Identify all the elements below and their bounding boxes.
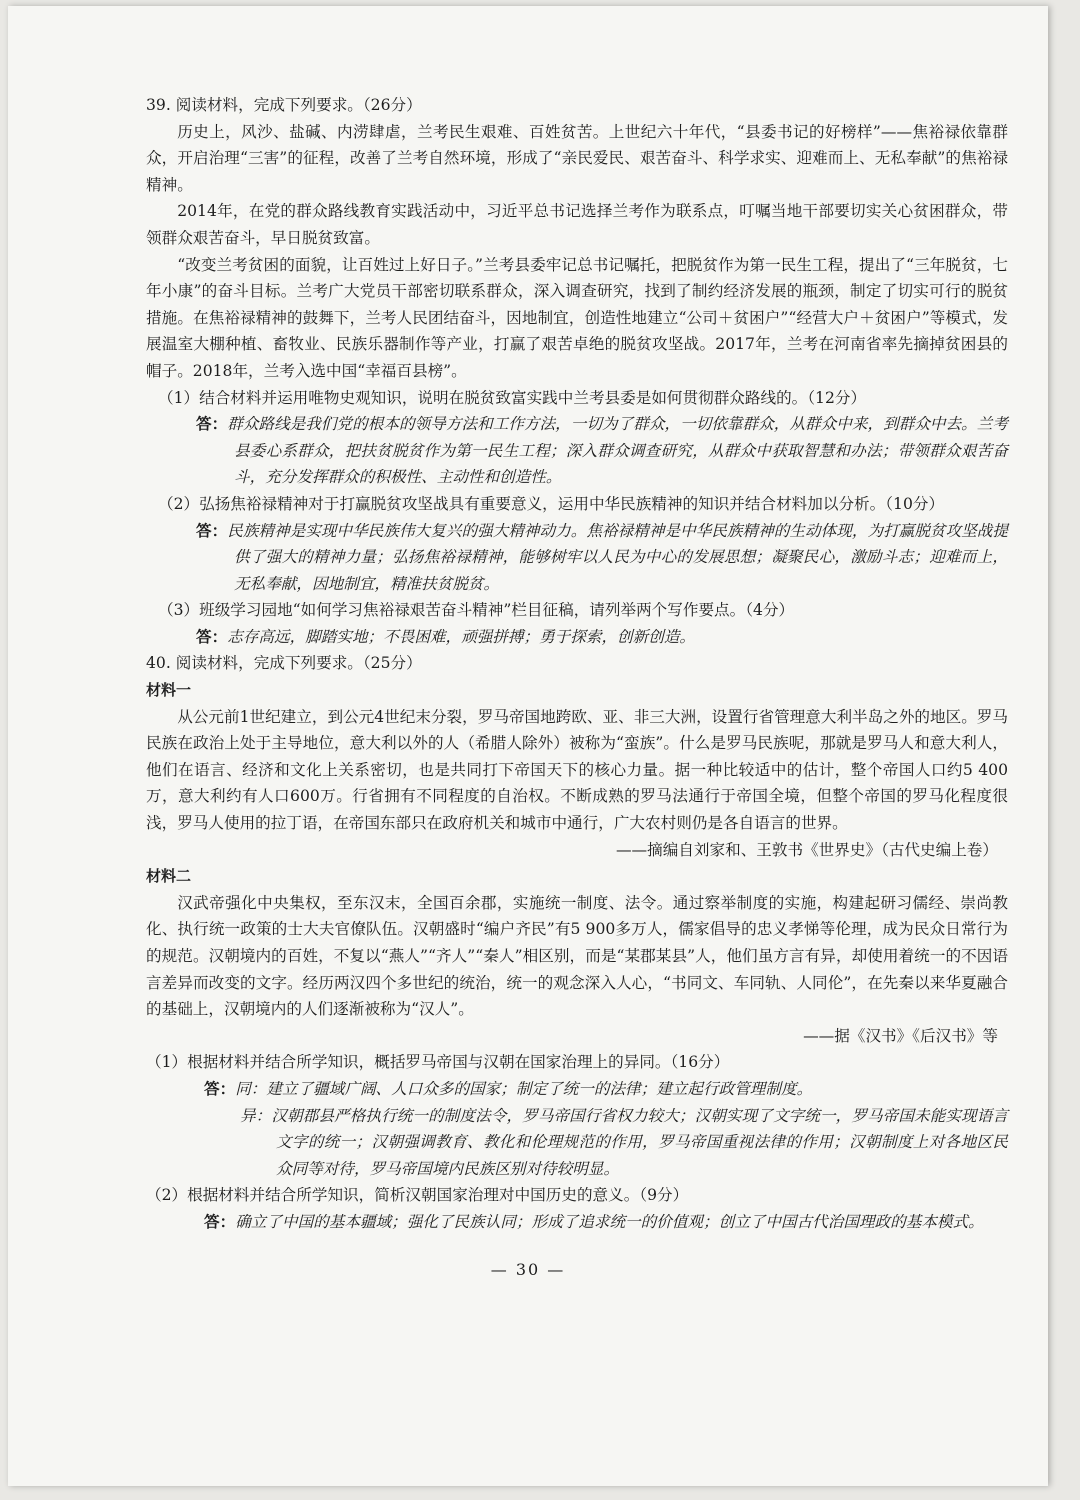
q40-answer-2-text: 确立了中国的基本疆域；强化了民族认同；形成了追求统一的价值观；创立了中国古代治国理政的基本模式。 xyxy=(235,1212,984,1231)
material-1-source: ——摘编自刘家和、王敦书《世界史》（古代史编上卷） xyxy=(615,840,998,859)
q39-subquestion-2: （2）弘扬焦裕禄精神对于打赢脱贫攻坚战具有重要意义，运用中华民族精神的知识并结合材料加以分析。（10分） xyxy=(158,494,945,513)
question-39-title: 39. 阅读材料，完成下列要求。（26分） xyxy=(146,96,422,114)
material-1-text: 从公元前1世纪建立，到公元4世纪末分裂，罗马帝国地跨欧、亚、非三大洲，设置行省管理意大利半岛之外的地区。罗马民族在政治上处于主导地位，意大利以外的人（希腊人除外）被称为“蛮族”。什么是罗马民族呢，那就是罗马人和意大利人，他们在语言、经济和文化上关系密切，也是共同打下帝国天下的核心力量。据一种比较适中的估计，整个帝国人口约5 400万，意大利约有人口600万。行省拥有不同程度的自治权。不断成熟的罗马法通行于帝国全境，但整个帝国的罗马化程度很浅，罗马人使用的拉丁语，在帝国东部只在政府机关和城市中通行，广大农村则仍是各自语言的世界。 xyxy=(146,707,1008,833)
q40-answer-1-diff: 异：汉朝郡县严格执行统一的制度法令，罗马帝国行省权力较大；汉朝实现了文字统一，罗马帝国未能实现语言文字的统一；汉朝强调教育、教化和伦理规范的作用，罗马帝国重视法律的作用；汉朝制度上对各地区民众同等对待，罗马帝国境内民族区别对待较明显。 xyxy=(240,1106,1008,1178)
q40-answer-2 xyxy=(204,1209,1008,1236)
q39-subquestion-3: （3）班级学习园地“如何学习焦裕禄艰苦奋斗精神”栏目征稿，请列举两个写作要点。（4分） xyxy=(158,601,795,620)
material-2-text: 汉武帝强化中央集权，至东汉末，全国百余郡，实施统一制度、法令。通过察举制度的实施，构建起研习儒经、崇尚教化、执行统一政策的士大夫官僚队伍。汉朝盛时“编户齐民”有5 900多万人，儒家倡导的忠义孝悌等伦理，成为民众日常行为的规范。汉朝境内的百姓，不复以“燕人”“齐人”“秦人”相区别，而是“某郡某县”人，他们虽方言有异，却使用着统一的不因语言差异而改变的文字。经历两汉四个多世纪的统治，统一的观念深入人心，“书同文、车同轨、人同伦”，在先秦以来华夏融合的基础上，汉朝境内的人们逐渐被称为“汉人”。 xyxy=(146,893,1008,1019)
answer-label: 答： xyxy=(204,1211,236,1231)
material-1-title: 材料一 xyxy=(146,681,192,700)
material-2-title: 材料二 xyxy=(146,867,192,886)
page-content xyxy=(146,92,1008,1236)
q39-answer-2 xyxy=(196,518,1008,598)
page-number xyxy=(8,1260,1048,1279)
answer-label: 答： xyxy=(196,414,228,434)
q40-answer-1-same-text: 同：建立了疆域广阔、人口众多的国家；制定了统一的法律；建立起行政管理制度。 xyxy=(235,1079,813,1098)
q39-answer-3-text: 志存高远，脚踏实地；不畏困难，顽强拼搏；勇于探索，创新创造。 xyxy=(227,627,696,646)
q40-answer-1-same xyxy=(204,1076,1008,1103)
answer-label: 答： xyxy=(204,1078,236,1098)
q39-answer-1-text: 群众路线是我们党的根本的领导方法和工作方法，一切为了群众，一切依靠群众，从群众中来，到群众中去。兰考县委心系群众，把扶贫脱贫作为第一民生工程；深入群众调查研究，从群众中获取智慧和办法；带领群众艰苦奋斗，充分发挥群众的积极性、主动性和创造性。 xyxy=(227,415,1008,487)
q39-material-paragraph-1: 历史上，风沙、盐碱、内涝肆虐，兰考民生艰难、百姓贫苦。上世纪六十年代，“县委书记的好榜样”——焦裕禄依靠群众，开启治理“三害”的征程，改善了兰考自然环境，形成了“亲民爱民、艰苦奋斗、科学求实、迎难而上、无私奉献”的焦裕禄精神。 xyxy=(146,122,1008,194)
q39-answer-3 xyxy=(196,624,1008,651)
material-2-source: ——据《汉书》《后汉书》等 xyxy=(803,1026,998,1045)
answer-label: 答： xyxy=(196,520,228,540)
exam-page xyxy=(8,6,1048,1486)
question-40-title: 40. 阅读材料，完成下列要求。（25分） xyxy=(146,654,422,673)
q40-subquestion-1: （1）根据材料并结合所学知识，概括罗马帝国与汉朝在国家治理上的异同。（16分） xyxy=(146,1053,730,1072)
page-number-text: — 30 — xyxy=(490,1260,566,1279)
q39-material-paragraph-2: 2014年，在党的群众路线教育实践活动中，习近平总书记选择兰考作为联系点，叮嘱当地干部要切实关心贫困群众，带领群众艰苦奋斗，早日脱贫致富。 xyxy=(146,202,1008,247)
answer-label: 答： xyxy=(196,626,228,646)
q39-answer-2-text: 民族精神是实现中华民族伟大复兴的强大精神动力。焦裕禄精神是中华民族精神的生动体现，为打赢脱贫攻坚战提供了强大的精神力量；弘扬焦裕禄精神，能够树牢以人民为中心的发展思想；凝聚民心，激励斗志；迎难而上，无私奉献，因地制宜，精准扶贫脱贫。 xyxy=(227,521,1008,593)
q40-subquestion-2: （2）根据材料并结合所学知识，简析汉朝国家治理对中国历史的意义。（9分） xyxy=(146,1186,689,1205)
q39-material-paragraph-3: “改变兰考贫困的面貌，让百姓过上好日子。”兰考县委牢记总书记嘱托，把脱贫作为第一民生工程，提出了“三年脱贫，七年小康”的奋斗目标。兰考广大党员干部密切联系群众，深入调查研究，找到了制约经济发展的瓶颈，制定了切实可行的脱贫措施。在焦裕禄精神的鼓舞下，兰考人民团结奋斗，因地制宜，创造性地建立“公司＋贫困户”“经营大户＋贫困户”等模式，发展温室大棚种植、畜牧业、民族乐器制作等产业，打赢了艰苦卓绝的脱贫攻坚战。2017年，兰考在河南省率先摘掉贫困县的帽子。2018年，兰考入选中国“幸福百县榜”。 xyxy=(146,255,1008,380)
q39-subquestion-1: （1）结合材料并运用唯物史观知识，说明在脱贫致富实践中兰考县委是如何贯彻群众路线的。（12分） xyxy=(158,388,867,407)
q39-answer-1 xyxy=(196,411,1008,491)
